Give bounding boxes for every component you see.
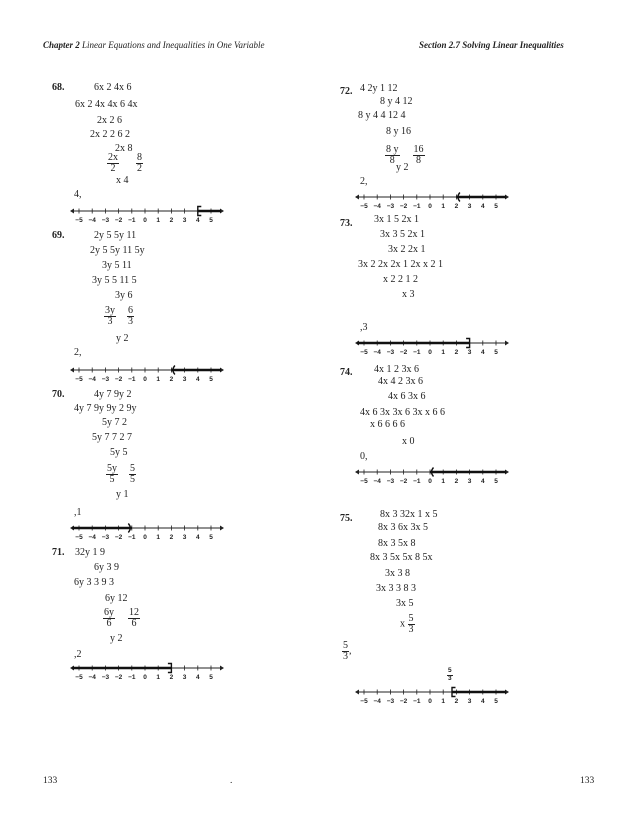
tick-label: −1 — [413, 349, 421, 356]
number-line — [355, 337, 510, 359]
tick-label: −3 — [101, 376, 110, 383]
answer-interval: 0, — [360, 451, 368, 462]
fraction: $\frac{6}{3}$ — [128, 305, 133, 327]
tick-label: 5 — [494, 698, 498, 705]
number-line — [70, 364, 225, 386]
fraction: $\frac{12}{6}$ — [129, 607, 139, 629]
tick-label: 1 — [156, 534, 161, 541]
fraction-line — [107, 153, 143, 174]
work-line: 8x 3 5x 5x 8 5x — [370, 552, 433, 563]
tick-label: −1 — [413, 203, 421, 210]
tick-label: 4 — [480, 698, 485, 705]
work-line: 2y 5 5y 11 5y — [90, 245, 145, 256]
tick-label: −5 — [75, 674, 83, 681]
work-line: 4y 7 9y 9y 2 9y — [74, 403, 137, 414]
answer-interval: ,3 — [360, 322, 368, 333]
tick-label: 1 — [156, 376, 161, 383]
tick-label: 4 — [195, 674, 200, 681]
tick-label: 2 — [169, 674, 174, 681]
work-line: x 6 6 6 6 — [370, 419, 405, 430]
work-line: 4x 6 3x 3x 6 3x x 6 6 — [360, 407, 445, 418]
work-line: 2x 8 — [115, 143, 133, 154]
problem-number: 69. — [52, 230, 65, 241]
work-line: 4y 7 9y 2 — [94, 389, 132, 400]
tick-label: 1 — [441, 698, 446, 705]
tick-label: 1 — [156, 674, 161, 681]
tick-label: −5 — [360, 478, 368, 485]
result-line: x 0 — [402, 436, 415, 447]
page-number-right: 133 — [580, 776, 595, 786]
number-line — [70, 662, 225, 684]
problem-number: 71. — [52, 547, 65, 558]
number-line — [355, 686, 510, 708]
work-line: 6x 2 4x 4x 6 4x — [75, 99, 138, 110]
tick-label: 3 — [182, 674, 187, 681]
tick-label: −3 — [386, 698, 395, 705]
tick-label: 3 — [467, 349, 472, 356]
arrow-left — [70, 368, 74, 373]
tick-label: −1 — [128, 534, 136, 541]
tick-label: −1 — [413, 478, 421, 485]
tick-label: 5 — [494, 478, 498, 485]
tick-label: 5 — [209, 217, 213, 224]
work-line: 6x 2 4x 6 — [94, 82, 132, 93]
fraction: $\frac{6y}{6}$ — [104, 607, 114, 629]
problem-number: 68. — [52, 82, 65, 93]
work-line: 2x 2 2 6 2 — [90, 129, 130, 140]
tick-label: −1 — [128, 674, 136, 681]
tick-label: 5 — [209, 674, 213, 681]
work-line: 3x 2 2x 2x 1 2x x 2 1 — [358, 259, 443, 270]
result-line: y 2 — [110, 633, 123, 644]
tick-label: 5 — [494, 349, 498, 356]
tick-label: 0 — [428, 349, 432, 356]
tick-label: −5 — [360, 203, 368, 210]
work-line: 3x 2 2x 1 — [388, 244, 426, 255]
fraction: $\frac{2x}{2}$ — [108, 152, 118, 174]
fraction: $\frac{5}{3}$ — [448, 667, 452, 682]
answer-interval: ,1 — [74, 507, 82, 518]
work-line: 4x 4 2 3x 6 — [378, 376, 423, 387]
tick-label: 0 — [143, 217, 147, 224]
tick-label: −5 — [360, 349, 368, 356]
tick-label: 5 — [494, 203, 498, 210]
work-line: 8 y 4 4 12 4 — [358, 110, 406, 121]
tick-label: −3 — [386, 349, 395, 356]
tick-label: 2 — [454, 349, 459, 356]
problem-number: 74. — [340, 367, 353, 378]
fraction: $\frac{5}{3}$ — [343, 640, 348, 662]
tick-label: 0 — [143, 376, 147, 383]
work-line: 3x 3 3 8 3 — [376, 583, 416, 594]
tick-label: −3 — [386, 203, 395, 210]
fraction: $\frac{16}{8}$ — [413, 144, 424, 166]
result-line: y 2 — [116, 333, 129, 344]
tick-label: −4 — [88, 534, 96, 541]
tick-label: −2 — [399, 698, 408, 705]
tick-label: 4 — [480, 349, 485, 356]
tick-label: 1 — [156, 217, 161, 224]
fraction: $\frac{5}{3}$ — [408, 613, 414, 635]
work-line: 8x 3 6x 3x 5 — [378, 522, 428, 533]
work-line: 3x 5 — [396, 598, 414, 609]
tick-label: −5 — [75, 534, 83, 541]
tick-label: −4 — [373, 698, 381, 705]
tick-label: −2 — [399, 349, 408, 356]
tick-label: 4 — [195, 376, 200, 383]
answer-interval: $\frac{5}{3}$ , — [343, 640, 352, 662]
tick-label: −2 — [114, 534, 123, 541]
tick-label: 5 — [209, 534, 213, 541]
result-line: y 2 — [396, 162, 409, 173]
work-line: 32y 1 9 — [75, 547, 105, 558]
tick-label: −4 — [373, 478, 381, 485]
tick-label: 4 — [195, 534, 200, 541]
work-line: 5y 7 7 2 7 — [92, 432, 132, 443]
tick-label: 3 — [467, 698, 472, 705]
number-line — [355, 191, 510, 213]
tick-label: 3 — [467, 203, 472, 210]
arrow-left — [355, 470, 359, 475]
result-line: x 3 — [402, 289, 415, 300]
page-number-left: 133 — [43, 776, 58, 786]
tick-label: 0 — [428, 478, 432, 485]
chapter-title: Linear Equations and Inequalities in One Variable — [82, 40, 265, 50]
tick-label: 0 — [143, 674, 147, 681]
tick-label: 3 — [182, 217, 187, 224]
tick-label: 2 — [169, 376, 174, 383]
work-line: 6y 12 — [105, 593, 128, 604]
fraction: $\frac{8 y}{8}$ — [386, 144, 399, 166]
work-line: 3y 5 11 — [102, 260, 132, 271]
result-line: y 1 — [116, 489, 129, 500]
fraction: $\frac{3y}{3}$ — [105, 305, 115, 327]
answer-interval: 2, — [74, 347, 82, 358]
work-line: 6y 3 3 9 3 — [74, 577, 114, 588]
section-header — [419, 41, 564, 50]
tick-label: 0 — [143, 534, 147, 541]
work-line: 8x 3 32x 1 x 5 — [380, 509, 438, 520]
tick-label: −4 — [373, 203, 381, 210]
tick-label: −5 — [360, 698, 368, 705]
tick-label: −2 — [114, 376, 123, 383]
work-line: 2y 5 5y 11 — [94, 230, 137, 241]
tick-label: −3 — [101, 217, 110, 224]
work-line: 3x 1 5 2x 1 — [374, 214, 419, 225]
tick-label: 1 — [441, 203, 446, 210]
section-label: Section 2.7 — [419, 40, 461, 50]
problem-number: 70. — [52, 389, 65, 400]
fraction: $\frac{5y}{5}$ — [107, 463, 117, 485]
tick-label: 3 — [182, 534, 187, 541]
tick-label: 5 — [209, 376, 213, 383]
fraction: $\frac{8}{2}$ — [137, 152, 142, 174]
tick-label: 2 — [454, 203, 459, 210]
tick-label: 3 — [467, 478, 472, 485]
tick-label: −4 — [88, 217, 96, 224]
tick-label: −2 — [114, 217, 123, 224]
tick-label: 4 — [480, 203, 485, 210]
work-line: 3y 5 5 11 5 — [92, 275, 137, 286]
tick-label: −4 — [373, 349, 381, 356]
tick-label: 0 — [428, 698, 432, 705]
tick-label: −4 — [88, 376, 96, 383]
work-line: 2x 2 6 — [97, 115, 122, 126]
arrow-left — [355, 690, 359, 695]
result-line: x $\frac{5}{3}$ — [400, 613, 414, 635]
chapter-header — [43, 41, 265, 50]
fraction: $\frac{5}{5}$ — [130, 463, 135, 485]
work-line: 5y 5 — [110, 447, 128, 458]
arrow-right — [220, 526, 224, 531]
arrow-left — [355, 195, 359, 200]
problem-number: 73. — [340, 218, 353, 229]
tick-label: −3 — [386, 478, 395, 485]
work-line: x 2 2 1 2 — [383, 274, 418, 285]
chapter-label: Chapter 2 — [43, 40, 80, 50]
tick-label: −2 — [114, 674, 123, 681]
work-line: 4x 6 3x 6 — [388, 391, 426, 402]
tick-label: 2 — [454, 698, 459, 705]
problem-number: 72. — [340, 86, 353, 97]
arrow-right — [505, 341, 509, 346]
work-line: 8 y 16 — [386, 126, 411, 137]
tick-label: 2 — [454, 478, 459, 485]
tick-label: 2 — [169, 534, 174, 541]
number-line-label — [447, 668, 453, 682]
tick-label: −5 — [75, 217, 83, 224]
answer-interval: ,2 — [74, 649, 82, 660]
tick-label: 0 — [428, 203, 432, 210]
number-line — [70, 522, 225, 544]
work-line: 3x 3 8 — [385, 568, 410, 579]
tick-label: −1 — [413, 698, 421, 705]
footer-dot: . — [230, 776, 233, 786]
tick-label: −3 — [101, 674, 110, 681]
tick-label: −3 — [101, 534, 110, 541]
tick-label: −5 — [75, 376, 83, 383]
work-line: 8 y 4 12 — [380, 96, 413, 107]
work-line: 6y 3 9 — [94, 562, 119, 573]
fraction-line — [103, 608, 140, 629]
number-line — [355, 466, 510, 488]
work-line: 4x 1 2 3x 6 — [374, 364, 419, 375]
result-line: x 4 — [116, 175, 129, 186]
section-title: Solving Linear Inequalities — [462, 40, 564, 50]
tick-label: −2 — [399, 478, 408, 485]
tick-label: −1 — [128, 217, 136, 224]
tick-label: −1 — [128, 376, 136, 383]
tick-label: 1 — [441, 349, 446, 356]
tick-label: 4 — [480, 478, 485, 485]
work-line: 4 2y 1 12 — [360, 83, 398, 94]
answer-interval: 2, — [360, 176, 368, 187]
fraction-line — [104, 306, 134, 327]
problem-number: 75. — [340, 513, 353, 524]
work-line: 5y 7 2 — [102, 417, 127, 428]
tick-label: 3 — [182, 376, 187, 383]
answer-interval: 4, — [74, 189, 82, 200]
tick-label: −4 — [88, 674, 96, 681]
work-line: 8x 3 5x 8 — [378, 538, 416, 549]
number-line — [70, 205, 225, 227]
tick-label: 4 — [195, 217, 200, 224]
arrow-right — [220, 666, 224, 671]
work-line: 3x 3 5 2x 1 — [380, 229, 425, 240]
fraction-line — [106, 464, 136, 485]
work-line: 3y 6 — [115, 290, 133, 301]
tick-label: −2 — [399, 203, 408, 210]
tick-label: 2 — [169, 217, 174, 224]
tick-label: 1 — [441, 478, 446, 485]
arrow-left — [70, 209, 74, 214]
